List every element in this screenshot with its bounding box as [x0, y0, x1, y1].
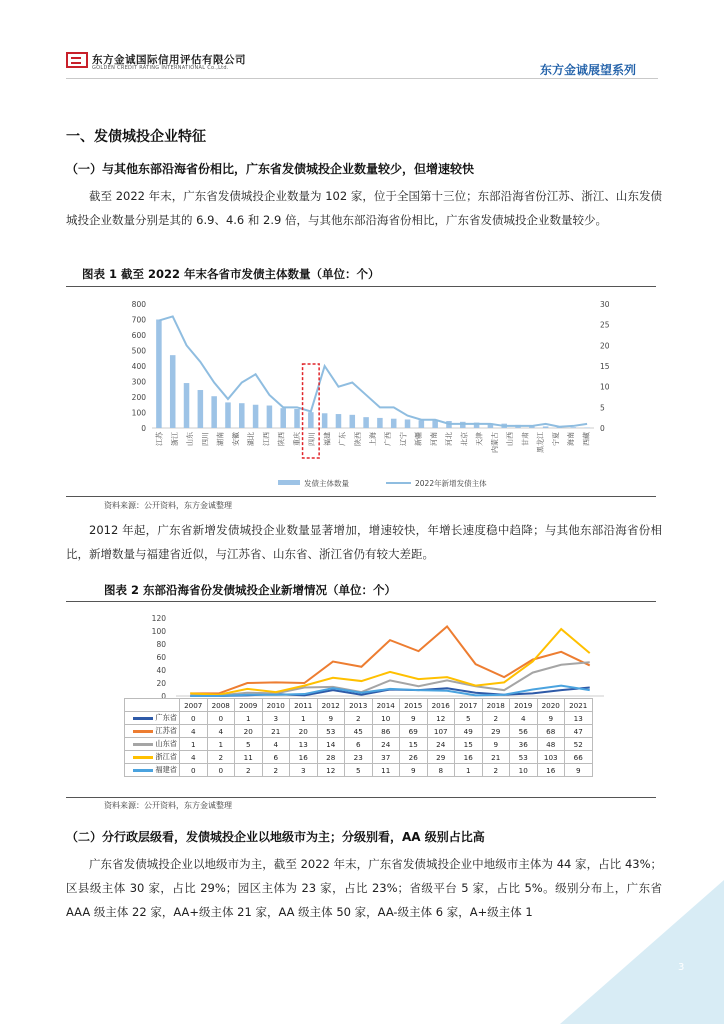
x-tick-label: 山西 — [506, 432, 515, 446]
table-series-label: 福建省 — [125, 764, 180, 777]
table-cell: 16 — [290, 751, 318, 764]
y-tick-label: 80 — [156, 640, 166, 649]
table-cell: 29 — [427, 751, 455, 764]
bar-广东 — [308, 412, 314, 428]
legend-key-icon — [133, 756, 153, 759]
bar-江苏 — [156, 320, 162, 429]
y-right-tick-label: 5 — [600, 403, 605, 413]
figure-2-data-table — [124, 698, 593, 777]
legend-bar-key — [278, 480, 300, 485]
paragraph-1: 截至 2022 年末，广东省发债城投企业数量为 102 家，位于全国第十三位；东部沿海省份江苏、浙江、山东发债城投企业数量分别是其的 6.9、4.6 和 2.9 倍，与其他东部沿海省份相比，广东省发债城投企业数量较少。 — [66, 189, 662, 227]
x-tick-label: 四川 — [308, 432, 317, 446]
table-cell: 0 — [180, 712, 208, 725]
x-tick-label: 北京 — [460, 432, 469, 446]
x-tick-label: 福建 — [323, 432, 332, 446]
table-cell: 49 — [455, 725, 483, 738]
table-cell: 1 — [235, 712, 263, 725]
bar-湖北 — [239, 403, 245, 428]
x-tick-label: 四川 — [201, 432, 210, 446]
x-tick-label: 河北 — [445, 432, 454, 446]
table-year-header: 2009 — [235, 699, 263, 712]
y-right-tick-label: 0 — [600, 424, 605, 433]
bar-山东 — [184, 383, 190, 428]
table-year-header: 2021 — [565, 699, 593, 712]
table-cell: 12 — [317, 764, 345, 777]
y-left-tick-label: 800 — [131, 300, 146, 309]
x-tick-label: 内蒙古 — [490, 432, 499, 453]
y-right-tick-label: 30 — [600, 300, 610, 309]
legend-key-icon — [133, 743, 153, 746]
bar-内蒙古 — [460, 422, 466, 428]
section-heading: 一、发债城投企业特征 — [66, 129, 206, 145]
y-tick-label: 20 — [156, 679, 166, 688]
table-cell: 16 — [537, 764, 565, 777]
bar-湖南 — [211, 396, 217, 428]
table-cell: 24 — [427, 738, 455, 751]
table-row — [125, 751, 593, 764]
bar-上海 — [350, 415, 356, 428]
bar-安徽 — [405, 419, 411, 428]
x-tick-label: 甘肃 — [521, 432, 530, 446]
table-cell: 29 — [482, 725, 510, 738]
y-right-tick-label: 10 — [600, 382, 610, 392]
y-left-tick-label: 300 — [131, 377, 146, 387]
subsection-heading-1: （一）与其他东部沿海省份相比，广东省发债城投企业数量较少，但增速较快 — [66, 162, 475, 176]
x-tick-label: 辽宁 — [399, 432, 408, 446]
x-tick-label: 陕西 — [277, 432, 286, 446]
figure-1-source: 资料来源：公开资料，东方金诚整理 — [104, 501, 232, 510]
x-tick-label: 宁夏 — [551, 432, 560, 446]
header-divider — [66, 78, 658, 79]
figure-2-chart — [104, 608, 614, 712]
x-tick-label: 山东 — [186, 432, 195, 446]
legend-key-icon — [133, 730, 153, 733]
y-left-tick-label: 200 — [131, 393, 146, 402]
table-cell: 13 — [290, 738, 318, 751]
x-tick-label: 天津 — [475, 432, 484, 446]
table-cell: 11 — [235, 751, 263, 764]
x-tick-label: 湖北 — [247, 432, 256, 446]
table-cell: 1 — [207, 738, 235, 751]
table-cell: 9 — [400, 764, 428, 777]
table-year-header: 2020 — [537, 699, 565, 712]
table-cell: 9 — [565, 764, 593, 777]
subsection-heading-2: （二）分行政层级看，发债城投企业以地级市为主；分级别看，AA 级别占比高 — [66, 830, 485, 844]
x-tick-label: 新疆 — [414, 432, 423, 446]
x-tick-label: 重庆 — [292, 432, 301, 446]
table-cell: 28 — [317, 751, 345, 764]
x-tick-label: 江苏 — [155, 432, 164, 446]
y-right-tick-label: 20 — [600, 341, 610, 351]
table-cell: 10 — [372, 712, 400, 725]
table-series-label: 浙江省 — [125, 751, 180, 764]
table-year-header: 2012 — [317, 699, 345, 712]
table-cell: 56 — [510, 725, 538, 738]
table-cell: 20 — [235, 725, 263, 738]
table-cell: 9 — [400, 712, 428, 725]
table-cell: 13 — [565, 712, 593, 725]
table-cell: 48 — [537, 738, 565, 751]
table-cell: 2 — [482, 712, 510, 725]
table-cell: 36 — [510, 738, 538, 751]
table-cell: 107 — [427, 725, 455, 738]
x-tick-label: 上海 — [369, 432, 377, 446]
table-cell: 2 — [235, 764, 263, 777]
table-cell: 6 — [345, 738, 373, 751]
bar-北京 — [432, 421, 438, 428]
table-cell: 9 — [537, 712, 565, 725]
figure-2-bottom-rule — [66, 797, 656, 798]
table-row — [125, 738, 593, 751]
table-cell: 0 — [207, 764, 235, 777]
legend-key-icon — [133, 717, 153, 720]
table-cell: 24 — [372, 738, 400, 751]
figure-2-lines — [190, 626, 589, 696]
x-tick-label: 江西 — [262, 432, 271, 446]
y-tick-label: 120 — [151, 614, 166, 623]
y-tick-label: 100 — [151, 627, 166, 636]
bar-福建 — [336, 414, 342, 428]
table-cell: 68 — [537, 725, 565, 738]
company-name-cn: 东方金诚国际信用评估有限公司 — [92, 54, 246, 66]
line-series — [159, 316, 587, 426]
table-cell: 4 — [180, 725, 208, 738]
bar-江西 — [225, 402, 231, 428]
bar-陕西 — [322, 413, 328, 428]
legend-line-label: 2022年新增发债主体 — [415, 479, 487, 488]
x-tick-label: 广东 — [338, 432, 347, 446]
paragraph-2: 2012 年起，广东省新增发债城投企业数量显著增加，增速较快，年增长速度稳中趋降；与其他东部沿海省份相比，新增数量与福建省近似，与江苏省、山东省、浙江省仍有较大差距。 — [66, 523, 662, 561]
x-tick-label: 海南 — [567, 432, 576, 446]
table-year-header: 2016 — [427, 699, 455, 712]
table-cell: 52 — [565, 738, 593, 751]
table-cell: 6 — [262, 751, 290, 764]
table-row — [125, 725, 593, 738]
table-cell: 2 — [482, 764, 510, 777]
y-left-tick-label: 700 — [131, 315, 146, 325]
table-cell: 3 — [290, 764, 318, 777]
table-cell: 86 — [372, 725, 400, 738]
bar-河南 — [267, 406, 273, 428]
table-cell: 47 — [565, 725, 593, 738]
table-cell: 4 — [207, 725, 235, 738]
table-series-label: 江苏省 — [125, 725, 180, 738]
table-year-header: 2019 — [510, 699, 538, 712]
figure-1-bottom-rule — [66, 496, 656, 497]
table-year-header: 2014 — [372, 699, 400, 712]
table-cell: 0 — [180, 764, 208, 777]
table-cell: 2 — [207, 751, 235, 764]
x-tick-label: 黑龙江 — [536, 432, 545, 453]
table-cell: 15 — [455, 738, 483, 751]
table-cell: 3 — [262, 712, 290, 725]
y-left-tick-label: 500 — [131, 346, 146, 356]
bar-河北 — [419, 420, 425, 428]
y-right-tick-label: 25 — [600, 320, 610, 330]
figure-1-legend — [278, 478, 487, 488]
table-cell: 1 — [180, 738, 208, 751]
company-logo-icon — [66, 52, 88, 68]
legend-key-icon — [133, 769, 153, 772]
figure-1-ticks — [155, 431, 591, 453]
table-cell: 5 — [345, 764, 373, 777]
table-cell: 45 — [345, 725, 373, 738]
table-cell: 12 — [427, 712, 455, 725]
table-year-header: 2010 — [262, 699, 290, 712]
table-cell: 9 — [482, 738, 510, 751]
table-cell: 69 — [400, 725, 428, 738]
table-cell: 8 — [427, 764, 455, 777]
report-series: 东方金诚展望系列 — [540, 63, 637, 77]
table-year-header: 2013 — [345, 699, 373, 712]
table-cell: 23 — [345, 751, 373, 764]
legend-bar-label: 发债主体数量 — [304, 479, 349, 488]
bar-海南 — [571, 427, 577, 428]
figure-2-title: 图表 2 东部沿海省份发债城投企业新增情况（单位：个） — [104, 583, 397, 597]
figure-1-top-rule — [66, 286, 656, 287]
x-tick-label: 广西 — [384, 432, 393, 446]
table-cell: 4 — [510, 712, 538, 725]
y-left-tick-label: 400 — [131, 362, 146, 371]
bar-辽宁 — [377, 418, 383, 428]
bar-宁夏 — [543, 426, 549, 428]
table-cell: 53 — [510, 751, 538, 764]
company-name-en: GOLDEN CREDIT RATING INTERNATIONAL Co.,Ltd. — [92, 65, 229, 71]
table-cell: 66 — [565, 751, 593, 764]
table-cell: 14 — [317, 738, 345, 751]
table-row — [125, 712, 593, 725]
table-cell: 5 — [455, 712, 483, 725]
x-tick-label: 河南 — [429, 432, 438, 446]
table-series-label: 山东省 — [125, 738, 180, 751]
y-left-tick-label: 0 — [141, 424, 146, 433]
table-cell: 10 — [510, 764, 538, 777]
figure-1-bars — [156, 320, 590, 429]
y-left-tick-label: 100 — [131, 408, 146, 418]
figure-1-chart — [66, 290, 656, 494]
x-tick-label: 陕西 — [353, 432, 362, 446]
table-cell: 1 — [455, 764, 483, 777]
bar-四川 — [198, 390, 204, 428]
bar-新疆 — [391, 419, 397, 428]
figure-1-title: 图表 1 截至 2022 年末各省市发债主体数量（单位：个） — [82, 267, 380, 281]
y-tick-label: 60 — [156, 653, 166, 662]
table-cell: 5 — [235, 738, 263, 751]
table-cell: 1 — [290, 712, 318, 725]
line-江苏省 — [190, 626, 589, 693]
table-cell: 15 — [400, 738, 428, 751]
table-cell: 4 — [180, 751, 208, 764]
figure-1-line — [159, 316, 587, 426]
table-cell: 9 — [317, 712, 345, 725]
table-year-header: 2017 — [455, 699, 483, 712]
table-cell: 2 — [262, 764, 290, 777]
figure-2-source: 资料来源：公开资料，东方金诚整理 — [104, 801, 232, 810]
table-cell: 2 — [345, 712, 373, 725]
table-cell: 0 — [207, 712, 235, 725]
bar-重庆 — [253, 405, 259, 428]
table-cell: 26 — [400, 751, 428, 764]
table-series-label: 广东省 — [125, 712, 180, 725]
table-cell: 21 — [262, 725, 290, 738]
table-cell: 103 — [537, 751, 565, 764]
page-number: 3 — [678, 962, 685, 973]
bar-贵州 — [280, 408, 286, 428]
table-cell: 4 — [262, 738, 290, 751]
paragraph-3: 广东省发债城投企业以地级市为主，截至 2022 年末，广东省发债城投企业中地级市主体为 44 家，占比 43%；区县级主体 30 家，占比 29%；园区主体为 23 家，占比 23%；省级平台 5 家，占比 5%。级别分布上，广东省 AAA 级主体 22 家，AA+级主体 21 家，AA 级主体 50 家，AA-级主体 6 家，A+级主体 1 — [66, 857, 662, 919]
table-year-header: 2015 — [400, 699, 428, 712]
table-row — [125, 764, 593, 777]
table-year-header: 2008 — [207, 699, 235, 712]
y-right-tick-label: 15 — [600, 362, 610, 371]
table-cell: 37 — [372, 751, 400, 764]
y-tick-label: 40 — [156, 666, 166, 675]
y-tick-label: 0 — [161, 692, 166, 701]
table-year-header: 2018 — [482, 699, 510, 712]
x-tick-label: 湖南 — [216, 432, 225, 446]
figure-2-top-rule — [66, 601, 656, 602]
table-cell: 21 — [482, 751, 510, 764]
table-cell: 16 — [455, 751, 483, 764]
table-corner — [125, 699, 180, 712]
table-year-header: 2011 — [290, 699, 318, 712]
x-tick-label: 浙江 — [170, 432, 179, 446]
bar-广西 — [363, 417, 369, 428]
table-cell: 53 — [317, 725, 345, 738]
x-tick-label: 西藏 — [582, 432, 591, 446]
bar-天津 — [294, 409, 300, 428]
table-year-header: 2007 — [180, 699, 208, 712]
bar-浙江 — [170, 355, 176, 428]
table-cell: 11 — [372, 764, 400, 777]
table-cell: 20 — [290, 725, 318, 738]
x-tick-label: 安徽 — [231, 432, 240, 446]
corner-decoration — [560, 880, 724, 1024]
y-left-tick-label: 600 — [131, 331, 146, 340]
